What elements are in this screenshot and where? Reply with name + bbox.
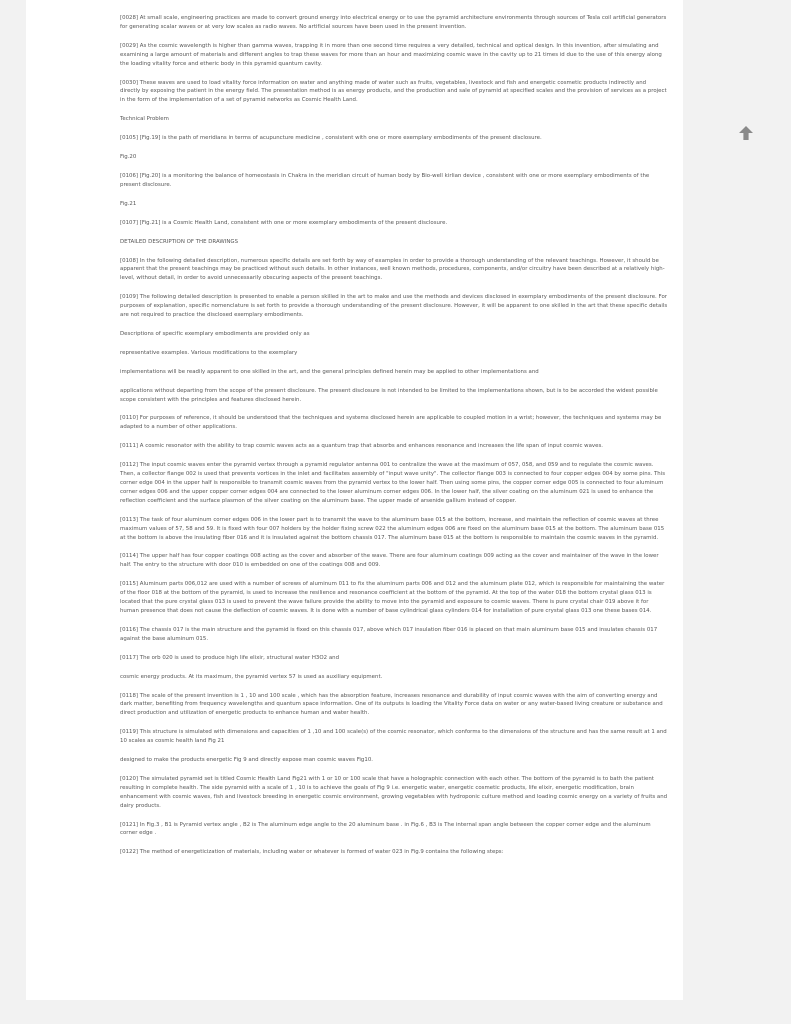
viewer-bottom-gutter	[0, 1000, 791, 1024]
document-paragraph: designed to make the products energetic Fig 9 and directly expose man cosmic waves Fig10.	[120, 757, 374, 764]
document-paragraph: [0117] The orb 020 is used to produce high life elixir, structural water H3O2 and	[120, 654, 340, 661]
document-paragraph: [0105] [Fig.19] is the path of meridians in terms of acupuncture medicine , consistent with one or more exemplary embodiments of the present disclosure.	[120, 135, 542, 142]
document-paragraph: [0119] This structure is simulated with dimensions and capacities of 1 ,10 and 100 scale(s) of the cosmic resonator, which conforms to the dimensions of the structure and has the same result at 1 and 10 scales as cosmic health land Fig 21	[120, 729, 667, 745]
document-paragraph: implementations will be readily apparent to one skilled in the art, and the general principles defined herein may be applied to other implementations and	[120, 368, 539, 375]
document-content	[120, 14, 668, 867]
document-paragraph: [0115] Aluminum parts 006,012 are used with a number of screws of aluminum 011 to fix the aluminum parts 006 and 012 and the aluminum plate 012, which is responsible for maintaining the water of the floor 018 at the bottom of the pyramid, is used to increase the resilience and resonance coefficient at the bottom of the pyramid. At the top of the water 018 the bottom crystal glass 013 is located that the pure crystal glass 013 is used to prevent the wave failure provide the ability to move into the pyramid and exposure to cosmic waves. There is pure crystal chair 019 above it for human presence that does not cause the deflection of cosmic waves. It is done with a number of base cylindrical glass cylinders 014 for installation of pure crystal glass 013 one these bases 014.	[120, 581, 665, 614]
document-paragraph: cosmic energy products. At its maximum, the pyramid vertex 57 is used as auxiliary equipment.	[120, 673, 383, 680]
document-paragraph: applications without departing from the scope of the present disclosure. The present disclosure is not intended to be limited to the implementations shown, but is to be accorded the widest possible scope consistent with the principles and features disclosed herein.	[120, 387, 658, 403]
document-paragraph: [0030] These waves are used to load vitality force information on water and anything made of water such as fruits, vegetables, livestock and fish and energetic cosmetic products indirectly and directly by exposing the patient in the energy field. The presentation method is as energy products, and the production and sale of pyramid at specified scales and the provision of services as a project in the form of the implementation of a set of pyramid networks as Cosmic Health Land.	[120, 79, 667, 104]
document-paragraph: [0118] The scale of the present invention is 1 , 10 and 100 scale , which has the absorption feature, increases resonance and durability of input cosmic waves with the aim of converting energy and dark matter, benefiting from frequency wavelengths and quantum space information. One of its outputs is loading the Vitality Force data on water or any water-based living creature or substance and direct production and utilization of energetic products to enhance human and water health.	[120, 692, 663, 717]
document-paragraph: [0108] In the following detailed description, numerous specific details are set forth by way of examples in order to provide a thorough understanding of the relevant teachings. However, it should be apparent that the present teachings may be practiced without such details. In other instances, well known methods, procedures, components, and/or circuitry have been described at a relatively high-level, without detail, in order to avoid unnecessarily obscuring aspects of the present teachings.	[120, 257, 665, 282]
document-paragraph: Fig.21	[120, 200, 137, 207]
document-paragraph: [0106] [Fig.20] is a monitoring the balance of homeostasis in Chakra in the meridian circuit of human body by Bio-well kirlian device , consistent with one or more exemplary embodiments of the present disclosure.	[120, 172, 650, 188]
document-page	[26, 0, 683, 1000]
document-paragraph: DETAILED DESCRIPTION OF THE DRAWINGS	[120, 238, 239, 245]
document-paragraph: [0028] At small scale, engineering practices are made to convert ground energy into electrical energy or to use the pyramid architecture environments through sources of Tesla coil artificial generators for generating scalar waves or at very low scales as radio waves. No artificial sources have been used in the present invention.	[120, 15, 667, 30]
document-paragraph: [0116] The chassis 017 is the main structure and the pyramid is fixed on this chassis 017, above which 017 insulation fiber 016 is placed on that main aluminum base 015 and insulates chassis 017 against the base aluminum 015.	[120, 626, 658, 642]
document-paragraph: [0110] For purposes of reference, it should be understood that the techniques and systems disclosed herein are applicable to coupled motion in a wrist; however, the techniques and systems may be adapted to a number of other applications.	[120, 415, 662, 431]
document-paragraph: Fig.20	[120, 154, 137, 161]
document-paragraph: [0122] The method of energeticization of materials, including water or whatever is formed of water 023 in Fig.9 contains the following steps:	[120, 849, 504, 856]
document-paragraph: Technical Problem	[120, 116, 169, 123]
document-paragraph: [0121] In Fig.3 , B1 is Pyramid vertex angle , B2 is The aluminum edge angle to the 20 aluminum base . in Fig.6 , B3 is The internal span angle between the copper corner edge and the aluminum corner edge .	[120, 821, 651, 837]
arrow-up-icon	[735, 122, 757, 144]
document-paragraph: representative examples. Various modifications to the exemplary	[120, 349, 298, 356]
document-paragraph: Descriptions of specific exemplary embodiments are provided only as	[120, 330, 310, 337]
document-paragraph: [0107] [Fig.21] is a Cosmic Health Land, consistent with one or more exemplary embodiments of the present disclosure.	[120, 219, 448, 226]
document-paragraph: [0113] The task of four aluminum corner edges 006 in the lower part is to transmit the wave to the aluminum base 015 at the bottom, increase, and maintain the reflection of cosmic waves at three maximum values of 57, 58 and 59. It is fixed with four 007 holders by the holder fixing screw 022 the aluminum edges 006 are fixed on the aluminum base 015 at the bottom. The aluminum base 015 at the bottom is above the insulating fiber 016 and it is insulated against the bottom chassis 017. The aluminum base 015 at the bottom is responsible to maintain the cosmic waves in the pyramid.	[120, 516, 665, 541]
document-paragraph: [0120] The simulated pyramid set is titled Cosmic Health Land Fig21 with 1 or 10 or 100 scale that have a holographic connection with each other. The bottom of the pyramid is to bath the patient resulting in complete health. The side pyramid with a scale of 1 , 10 is to achieve the goals of Fig 9 i.e. energetic water, energetic cosmetic products, life elixir, energetic modification, brain enhancement with cosmic waves, fish and livestock breeding in energetic cosmic environment, growing vegetables with hydroponic culture method and loading cosmic energy on a variety of fruits and dairy products.	[120, 775, 668, 809]
document-paragraph: [0112] The input cosmic waves enter the pyramid vertex through a pyramid regulator antenna 001 to centralize the wave at the maximum of 057, 058, and 059 and to regulate the cosmic waves. Then, a collector flange 002 is used that prevents vortices in the inlet and facilitates assembly of "input wave unity". The collector flange 003 is connected to four copper edges 004 by some pins. This corner edge 004 in the upper half is responsible to transmit cosmic waves from the pyramid vertex to the lower half. Then using some pins, the copper corner edge 005 is connected to four aluminum corner edges 006 and the upper copper corner edges 004 are connected to the lower aluminum corner edges 006. In the lower half, the silver coating on the aluminum 021 is used to enhance the reflection coefficient and the surface plasmon of the silver coating on the aluminum base. The upper made of arsenide gallium instead of copper.	[120, 462, 666, 504]
document-paragraph: [0111] A cosmic resonator with the ability to trap cosmic waves acts as a quantum trap that absorbs and enhances resonance and increases the life span of input cosmic waves.	[120, 443, 604, 450]
document-paragraph: [0029] As the cosmic wavelength is higher than gamma waves, trapping it in more than one second time requires a very detailed, technical and optical design. In this invention, after simulating and examining a large amount of materials and different angles to trap these waves for more than an hour and maximizing cosmic wave in the cavity up to 21 times id due to the use of this energy along the loading vitality force and etheric body in this pyramid quantum cavity.	[120, 42, 662, 67]
scroll-to-top-button[interactable]	[735, 122, 757, 144]
document-paragraph: [0109] The following detailed description is presented to enable a person skilled in the art to make and use the methods and devices disclosed in exemplary embodiments of the present disclosure. For purposes of explanation, specific nomenclature is set forth to provide a thorough understanding of the present disclosure. However, it will be apparent to one skilled in the art that these specific details are not required to practice the disclosed exemplary embodiments.	[120, 294, 668, 319]
document-paragraph: [0114] The upper half has four copper coatings 008 acting as the cover and absorber of the wave. There are four aluminum coatings 009 acting as the cover and maintainer of the wave in the lower half. The entry to the structure with door 010 is embedded on one of the coatings 008 and 009.	[120, 553, 659, 569]
